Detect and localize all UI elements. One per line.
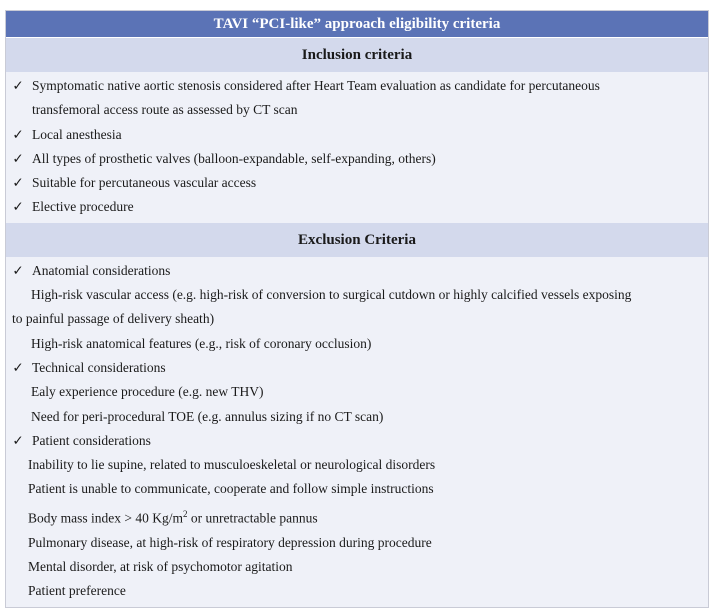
item-text: Suitable for percutaneous vascular access — [32, 175, 257, 191]
eligibility-table — [5, 10, 709, 608]
list-item — [6, 195, 708, 219]
checkmark-icon: ✓ — [12, 262, 24, 278]
exclusion-heading: Exclusion Criteria — [6, 223, 708, 257]
sub-item — [6, 579, 708, 603]
list-item — [6, 356, 708, 380]
item-text: Elective procedure — [32, 199, 134, 215]
item-text: Ealy experience procedure (e.g. new THV) — [31, 384, 264, 400]
item-text: Patient is unable to communicate, cooperate and follow simple instructions — [28, 481, 434, 497]
item-text: Local anesthesia — [32, 126, 122, 142]
checkmark-icon: ✓ — [12, 126, 24, 142]
checkmark-icon: ✓ — [12, 175, 24, 191]
item-text: Need for peri-procedural TOE (e.g. annulus sizing if no CT scan) — [31, 408, 384, 424]
item-text: transfemoral access route as assessed by CT scan — [32, 102, 298, 118]
sub-item-continuation — [6, 307, 708, 331]
item-text: Technical considerations — [32, 359, 166, 375]
sub-item — [6, 555, 708, 579]
sub-item — [6, 405, 708, 429]
list-item — [6, 171, 708, 195]
sub-item — [6, 332, 708, 356]
table-title: TAVI “PCI-like” approach eligibility criteria — [6, 11, 708, 38]
item-text: Patient considerations — [32, 432, 151, 448]
item-text: to painful passage of delivery sheath) — [12, 311, 215, 327]
list-item — [6, 259, 708, 283]
sub-item — [6, 502, 708, 531]
list-item — [6, 429, 708, 453]
exclusion-list — [6, 257, 708, 608]
superscript: 2 — [183, 508, 188, 519]
inclusion-heading: Inclusion criteria — [6, 38, 708, 72]
item-text: High-risk anatomical features (e.g., risk of coronary occlusion) — [31, 335, 372, 351]
item-text: Pulmonary disease, at high-risk of respiratory depression during procedure — [28, 534, 432, 550]
sub-item — [6, 477, 708, 501]
checkmark-icon: ✓ — [12, 150, 24, 166]
sub-item — [6, 380, 708, 404]
list-item-continuation — [6, 98, 708, 122]
checkmark-icon: ✓ — [12, 359, 24, 375]
checkmark-icon: ✓ — [12, 78, 24, 93]
item-text-prefix: Body mass index > 40 Kg/m — [28, 510, 183, 526]
sub-item — [6, 283, 708, 307]
item-text: High-risk vascular access (e.g. high-risk of conversion to surgical cutdown or highly calcified vessels exposing — [31, 287, 632, 303]
item-text: Anatomial considerations — [32, 262, 171, 278]
sub-item — [6, 453, 708, 477]
item-text: Patient preference — [28, 583, 126, 599]
list-item — [6, 74, 708, 98]
inclusion-list — [6, 72, 708, 223]
list-item — [6, 147, 708, 171]
list-item — [6, 123, 708, 147]
item-text: Mental disorder, at risk of psychomotor agitation — [28, 558, 293, 574]
checkmark-icon: ✓ — [12, 432, 24, 448]
item-text-suffix: or unretractable pannus — [187, 510, 318, 526]
item-text: Inability to lie supine, related to musculoeskeletal or neurological disorders — [28, 457, 436, 473]
checkmark-icon: ✓ — [12, 199, 24, 215]
item-text: All types of prosthetic valves (balloon-expandable, self-expanding, others) — [32, 150, 436, 166]
sub-item — [6, 531, 708, 555]
item-text: Symptomatic native aortic stenosis considered after Heart Team evaluation as candidate for percutaneous — [32, 78, 600, 93]
